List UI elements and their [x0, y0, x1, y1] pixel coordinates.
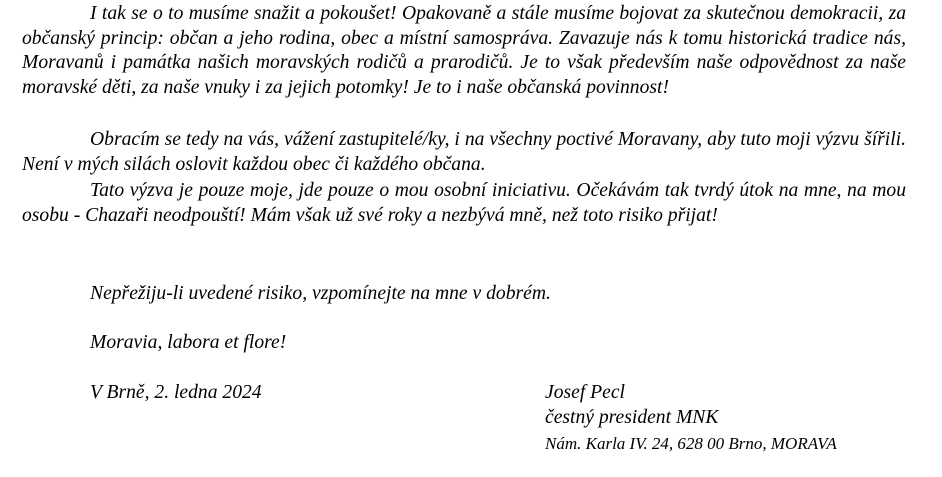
letter-paragraph-1: I tak se o to musíme snažit a pokoušet! Opakovaně a stále musíme bojovat za skutečnou demokracii, za občanský princip: občan a jeho rodina, obec a místní samospráva. Zavazuje nás k tomu historická tradice nás, Moravanů i památka našich moravských rodičů a prarodičů. Je to však především naše odpovědnost za naše moravské děti, za naše vnuky i za jejich potomky! Je to i naše občanská povinnost! [22, 3, 906, 98]
place-and-date: V Brně, 2. ledna 2024 [90, 382, 262, 403]
letter-paragraph-2: Obracím se tedy na vás, vážení zastupitelé/ky, i na všechny poctivé Moravany, aby tuto moji výzvu šířili. Není v mých silách oslovit každou obec či každého občana. [22, 129, 906, 175]
closing-warning: Nepřežiju-li uvedené risiko, vzpomínejte na mne v dobrém. [90, 283, 551, 304]
closing-motto: Moravia, labora et flore! [90, 332, 287, 353]
signature-name: Josef Pecl [545, 382, 625, 403]
signature-address: Nám. Karla IV. 24, 628 00 Brno, MORAVA [545, 434, 837, 453]
signature-title: čestný president MNK [545, 407, 719, 428]
letter-paragraph-3: Tato výzva je pouze moje, jde pouze o mou osobní iniciativu. Očekávám tak tvrdý útok na mne, na mou osobu - Chazaři neodpouští! Mám však už své roky a nezbývá mně, než toto risiko přijat! [22, 180, 906, 226]
